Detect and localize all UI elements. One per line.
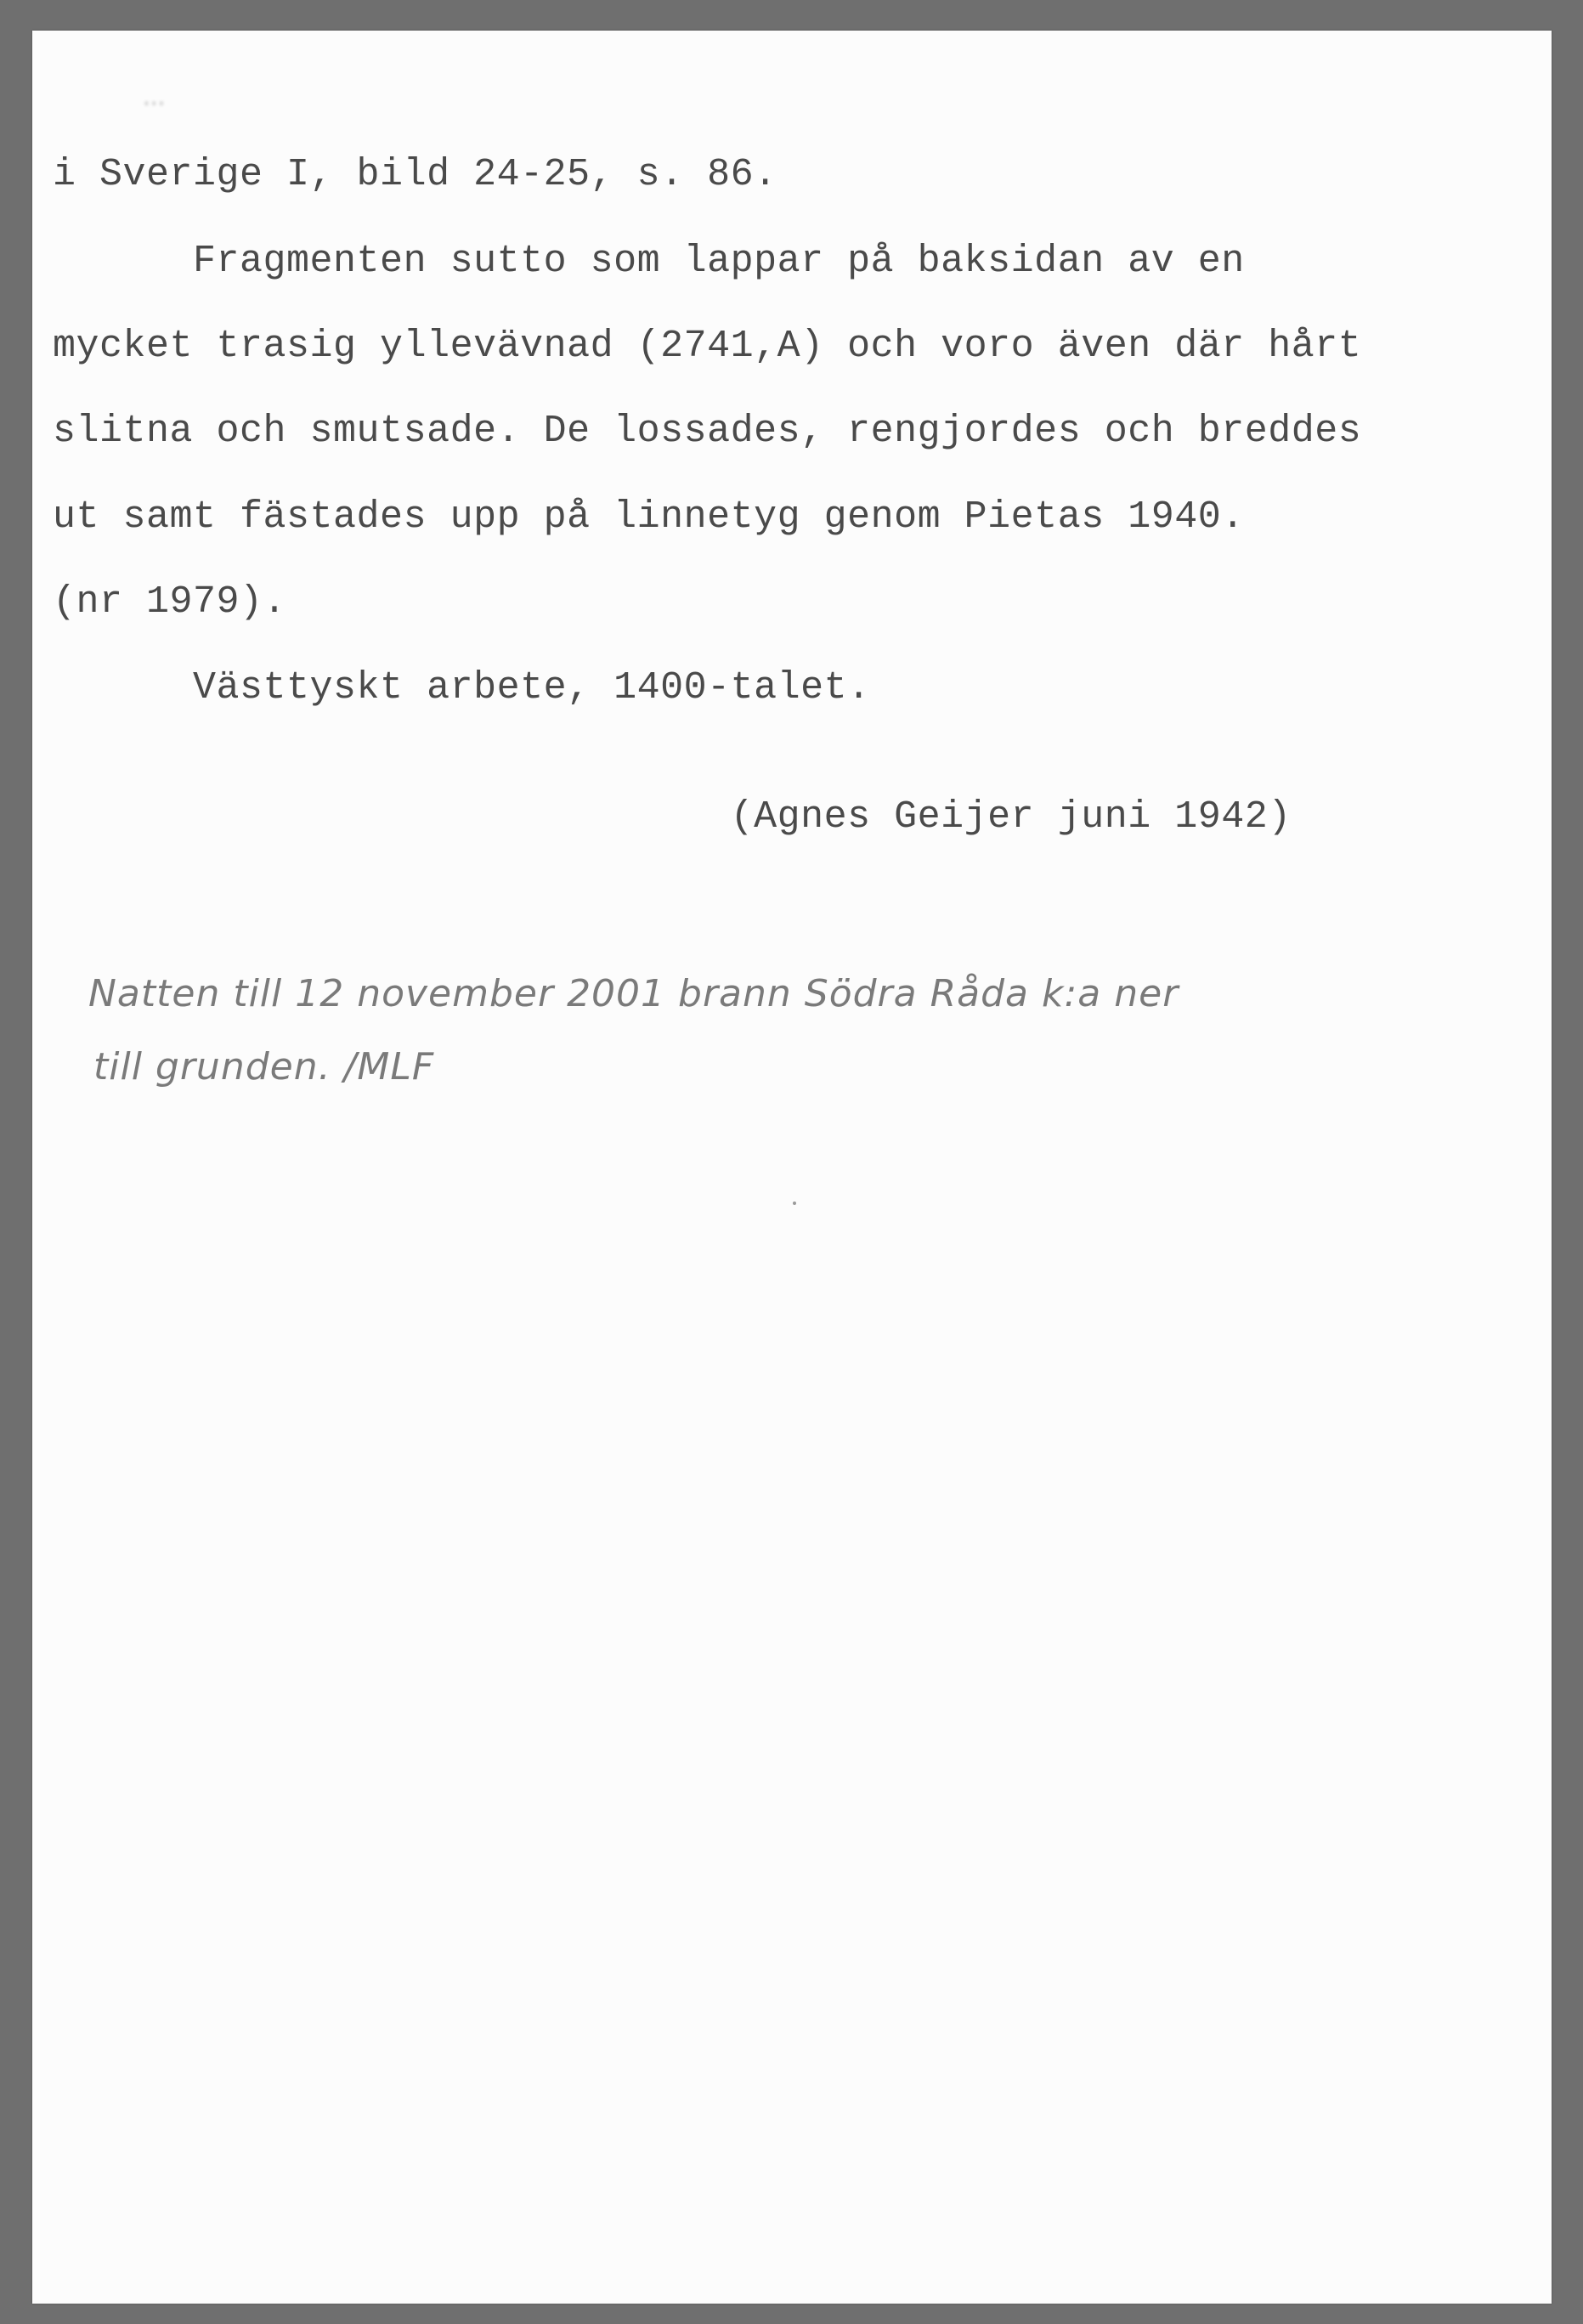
typed-line-2: Fragmenten sutto som lappar på baksidan av en [53, 240, 1245, 283]
typed-line-3: mycket trasig yllevävnad (2741,A) och voro även där hårt [53, 325, 1362, 368]
typed-line-5: ut samt fästades upp på linnetyg genom Pietas 1940. [53, 495, 1245, 539]
handwritten-note-line-1: Natten till 12 november 2001 brann Södra Råda k:a ner [88, 972, 1179, 1015]
handwritten-note-line-2: till grunden. /MLF [93, 1045, 435, 1088]
catalog-card [32, 31, 1552, 2304]
typed-line-4: slitna och smutsade. De lossades, rengjordes och breddes [53, 410, 1362, 453]
typed-line-7: Västtyskt arbete, 1400-talet. [53, 666, 871, 710]
faded-header-text: … [143, 75, 166, 117]
typed-line-6: (nr 1979). [53, 580, 287, 624]
typed-signature-line: (Agnes Geijer juni 1942) [53, 795, 1292, 839]
typed-line-1: i Sverige I, bild 24-25, s. 86. [53, 153, 777, 196]
paper-speck [793, 1202, 796, 1205]
